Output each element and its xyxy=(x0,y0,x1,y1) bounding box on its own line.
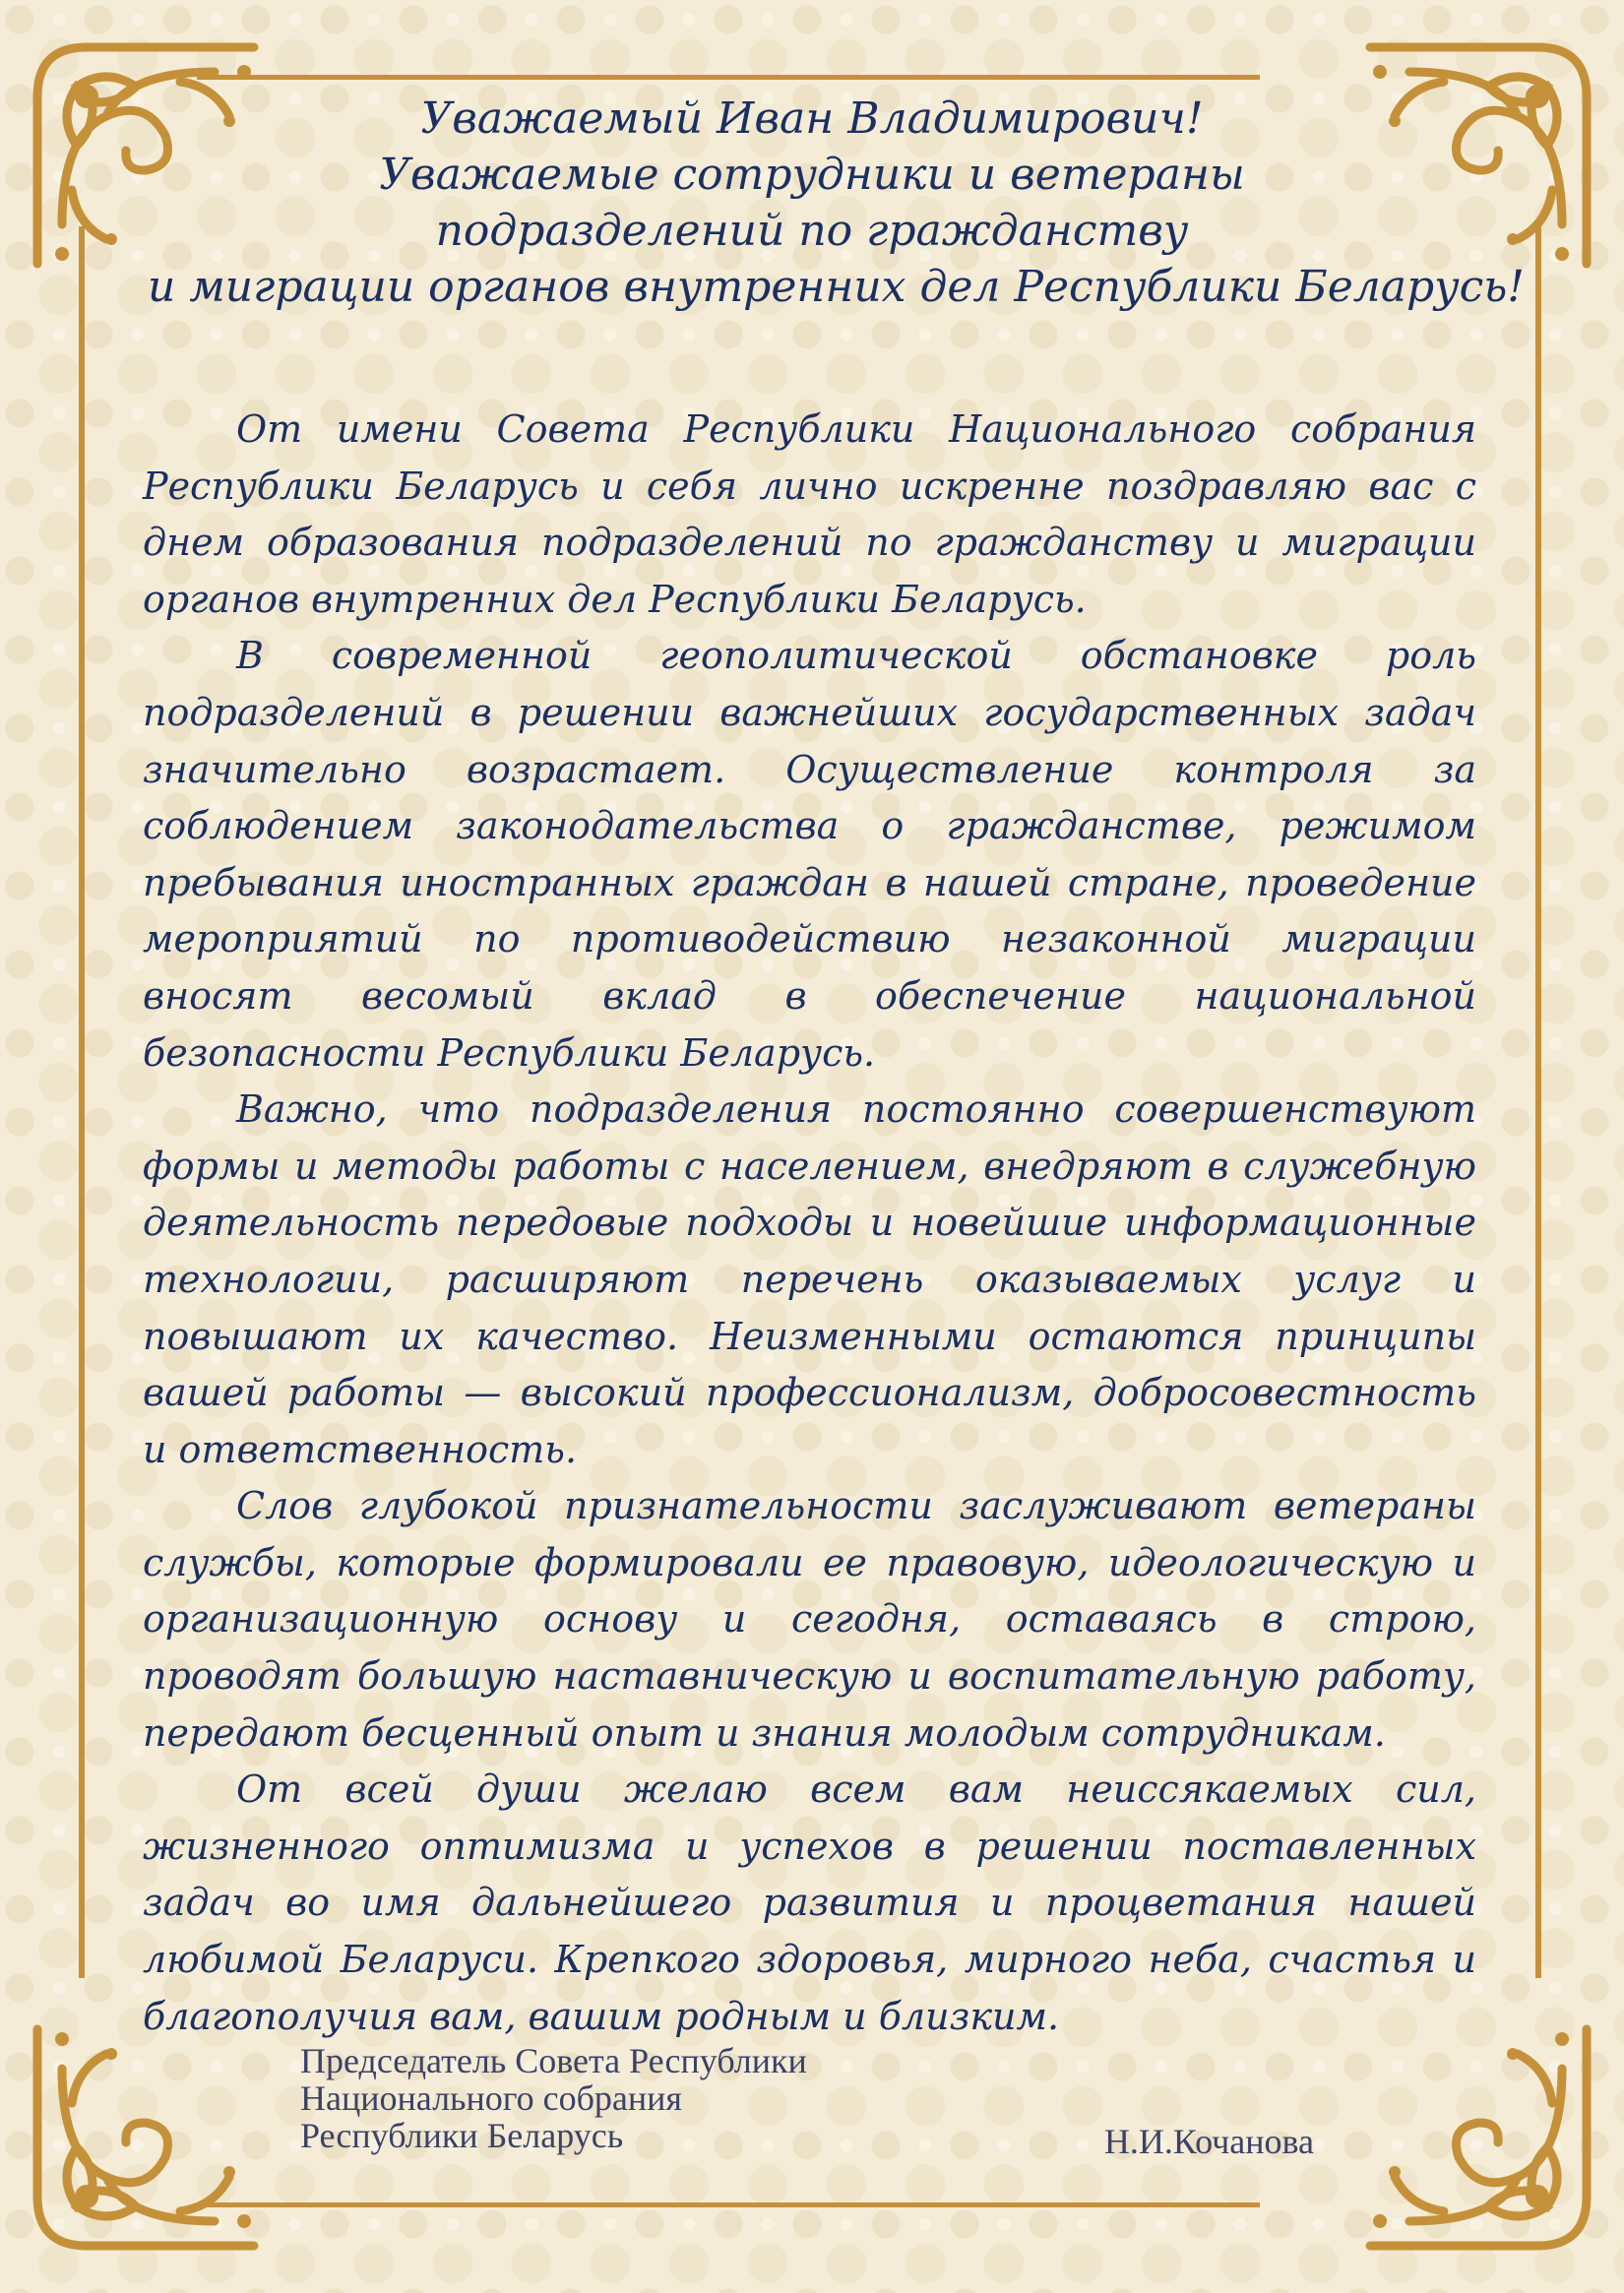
signatory-title xyxy=(300,2042,807,2154)
signature-block xyxy=(300,2042,1314,2160)
greeting-line: подразделений по гражданству xyxy=(435,206,1189,256)
corner-ornament-bottom-left xyxy=(18,2010,274,2265)
body-paragraph: Важно, что подразделения постоянно совершенствуют формы и методы работы с населением, внедряют в служебную деятельность передовые подходы и новейшие информационные технологии, расширяют перечень оказываемых услуг и повышают их качество. Неизменными остаются принципы вашей работы — высокий профессионализм, добросовестность и ответственность. xyxy=(143,1087,1476,1471)
signatory-name: Н.И.Кочанова xyxy=(1103,2122,1314,2161)
greeting-line: Уважаемый Иван Владимирович! xyxy=(420,93,1204,144)
greeting-line: Уважаемые сотрудники и ветераны xyxy=(379,150,1245,200)
signatory-title-line: Председатель Совета Республики xyxy=(300,2041,807,2080)
frame-right-line xyxy=(1535,226,1541,1978)
letter-body xyxy=(143,402,1476,2045)
frame-bottom-line xyxy=(197,2202,1260,2207)
body-paragraph: От всей души желаю всем вам неиссякаемых сил, жизненного оптимизма и успехов в решении поставленных задач во имя дальнейшего развития и процветания нашей любимой Беларуси. Крепкого здоровья, мирного неба, счастья и благополучия вам, вашим родным и близким. xyxy=(143,1767,1476,2038)
body-paragraph: В современной геополитической обстановке роль подразделений в решении важнейших государственных задач значительно возрастает. Осуществление контроля за соблюдением законодательства о гражданстве, режимом пребывания иностранных граждан в нашей стране, проведение мероприятий по противодействию незаконной миграции вносят весомый вклад в обеспечение национальной безопасности Республики Беларусь. xyxy=(143,634,1476,1075)
greeting-line: и миграции органов внутренних дел Республики Беларусь! xyxy=(148,262,1525,312)
frame-left-line xyxy=(79,226,85,1978)
body-paragraph: От имени Совета Республики Национального собрания Республики Беларусь и себя лично искренне поздравляю вас с днем образования подразделений по гражданству и миграции органов внутренних дел Республики Беларусь. xyxy=(143,407,1476,621)
signatory-title-line: Республики Беларусь xyxy=(300,2116,624,2155)
signatory-title-line: Национального собрания xyxy=(300,2078,682,2118)
body-paragraph: Слов глубокой признательности заслуживают ветераны службы, которые формировали ее правовую, идеологическую и организационную основу и сегодня, оставаясь в строю, проводят большую наставническую и воспитательную работу, передают бесценный опыт и знания молодым сотрудникам. xyxy=(143,1484,1476,1755)
greeting-header xyxy=(148,91,1525,315)
corner-ornament-bottom-right xyxy=(1350,2010,1606,2265)
frame-top-line xyxy=(197,75,1260,80)
